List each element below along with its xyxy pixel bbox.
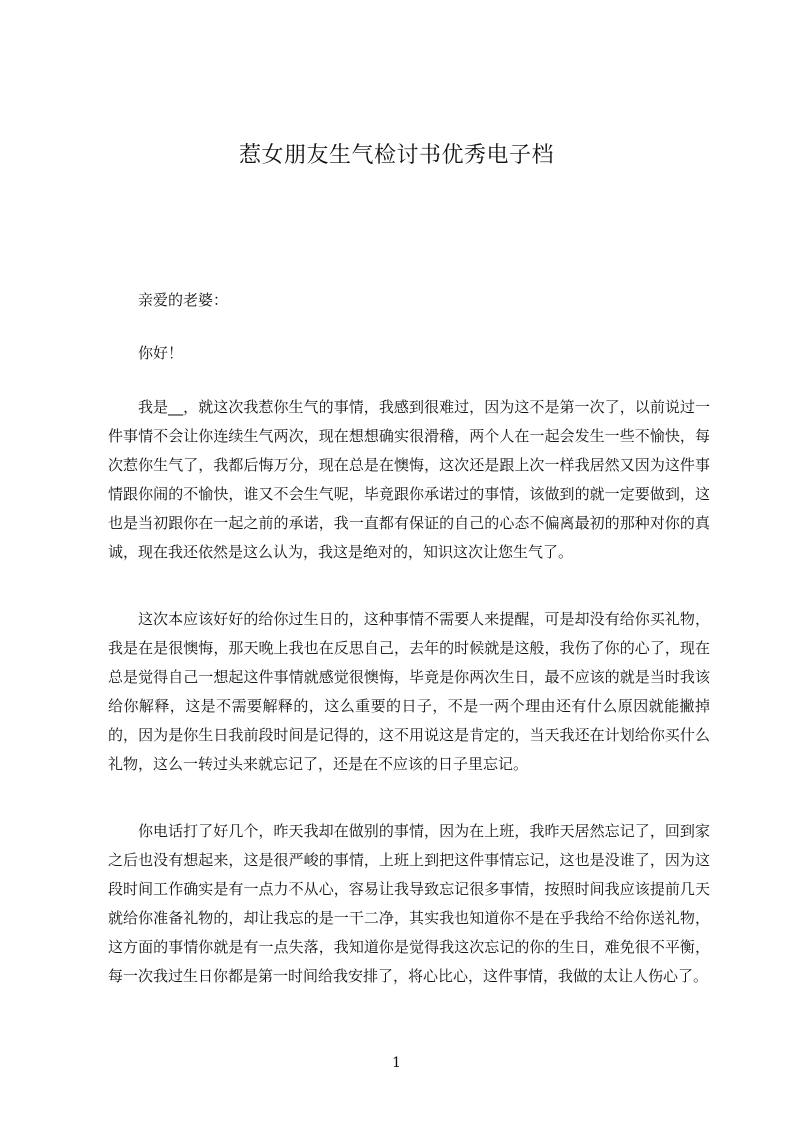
- page-number: 1: [392, 1055, 401, 1071]
- greeting: 你好！: [138, 344, 184, 362]
- paragraph-3: 你电话打了好几个，昨天我却在做别的事情，因为在上班，我昨天居然忘记了，回到家之后也没有想起来，这是很严峻的事情，上班上到把这件事情忘记，这也是没谁了，因为这段时间工作确实是有一点力不从心，容易让我导致忘记很多事情，按照时间我应该提前几天就给你准备礼物的，却让我忘的是一干二净，其实我也知道你不是在乎我给不给你送礼物，这方面的事情你就是有一点失落，我知道你是觉得我这次忘记的你的生日，难免很不平衡，每一次我过生日你都是第一时间给我安排了，将心比心，这件事情，我做的太让人伤心了。: [108, 822, 710, 985]
- paragraph-2: 这次本应该好好的给你过生日的，这种事情不需要人来提醒，可是却没有给你买礼物，我是在是很懊悔，那天晚上我也在反思自己，去年的时候就是这般，我伤了你的心了，现在总是觉得自己一想起这件事情就感觉很懊悔，毕竟是你两次生日，最不应该的就是当时我该给你解释，这是不需要解释的，这么重要的日子，不是一两个理由还有什么原因就能撇掉的，因为是你生日我前段时间是记得的，这不用说这是肯定的，当天我还在计划给你买什么礼物，这么一转过头来就忘记了，还是在不应该的日子里忘记。: [108, 610, 710, 773]
- paragraph-1: 我是__，就这次我惹你生气的事情，我感到很难过，因为这不是第一次了，以前说过一件事情不会让你连续生气两次，现在想想确实很滑稽，两个人在一起会发生一些不愉快，每次惹你生气了，我都后悔万分，现在总是在懊悔，这次还是跟上次一样我居然又因为这件事情跟你闹的不愉快，谁又不会生气呢，毕竟跟你承诺过的事情，该做到的就一定要做到，这也是当初跟你在一起之前的承诺，我一直都有保证的自己的心态不偏离最初的那种对你的真诚，现在我还依然是这么认为，我这是绝对的，知识这次让您生气了。: [108, 398, 710, 561]
- salutation: 亲爱的老婆：: [138, 291, 229, 309]
- document-title: 惹女朋友生气检讨书优秀电子档: [238, 143, 554, 168]
